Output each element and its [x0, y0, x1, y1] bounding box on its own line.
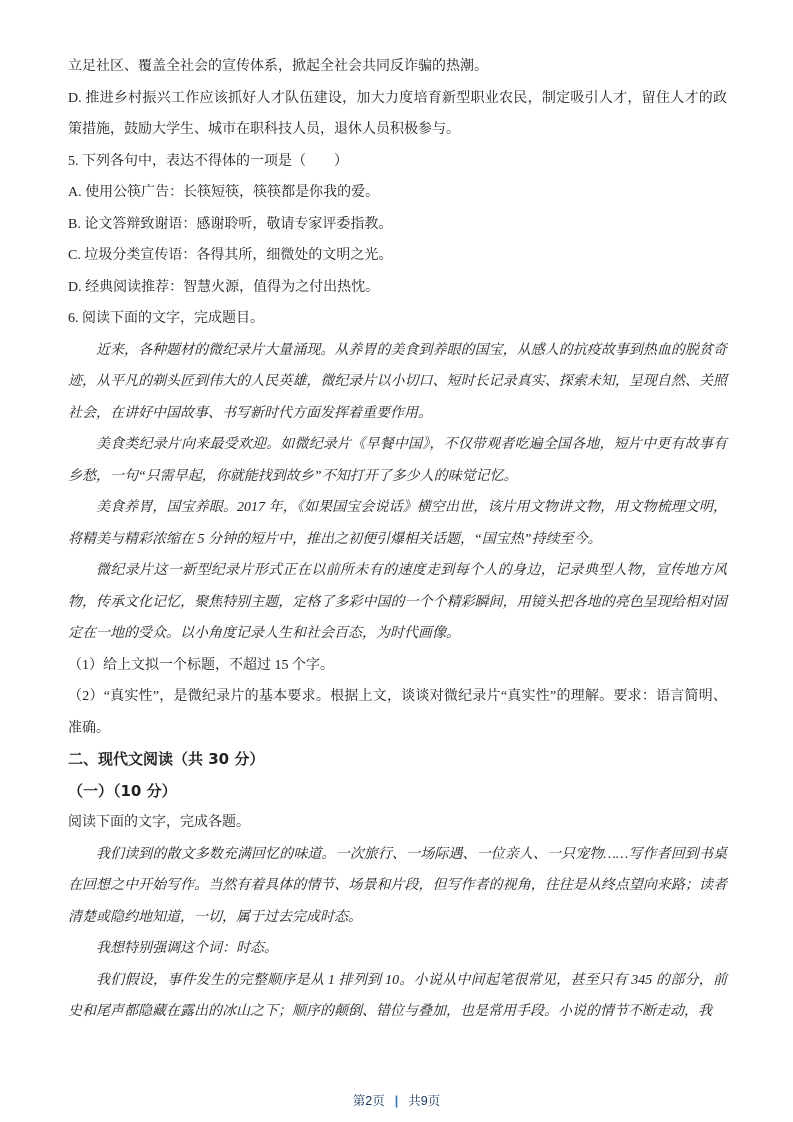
q5-option-b: B. 论文答辩致谢语：感谢聆听，敬请专家评委指教。 [68, 216, 393, 232]
q6-sub-question-1: （1）给上文拟一个标题，不超过 15 个字。 [68, 657, 334, 673]
essay-passage-paragraph-3: 我们假设，事件发生的完整顺序是从 1 排列到 10。小说从中间起笔很常见，甚至只有 345 的部分，前史和尾声都隐藏在露出的冰山之下；顺序的颠倒、错位与叠加，也是常用手段。小说的情节不断走动，我 [68, 972, 727, 1019]
essay-passage-paragraph-2: 我想特别强调这个词：时态。 [96, 941, 278, 956]
q4-option-d-continuation: 立足社区、覆盖全社会的宣传体系，掀起全社会共同反诈骗的热潮。 [68, 59, 488, 74]
essay-passage-paragraph-1: 我们读到的散文多数充满回忆的味道。一次旅行、一场际遇、一位亲人、一只宠物……写作者回到书桌在回想之中开始写作。当然有着具体的情节、场景和片段，但写作者的视角，往往是从终点望向来路；读者清楚或隐约地知道，一切，属于过去完成时态。 [68, 846, 727, 925]
section-2-heading: 二、现代文阅读（共 30 分） [68, 750, 265, 768]
q5-option-d: D. 经典阅读推荐：智慧火源，值得为之付出热忱。 [68, 279, 380, 295]
q6-sub-question-2: （2）“真实性”，是微纪录片的基本要求。根据上文，谈谈对微纪录片“真实性”的理解。要求：语言简明、准确。 [68, 689, 727, 736]
footer-separator: | [394, 1094, 399, 1108]
q4-option-d: D. 推进乡村振兴工作应该抓好人才队伍建设，加大力度培育新型职业农民，制定吸引人才，留住人才的政策措施，鼓励大学生、城市在职科技人员，退休人员积极参与。 [68, 90, 727, 137]
q6-passage-paragraph-2: 美食类纪录片向来最受欢迎。如微纪录片《早餐中国》，不仅带观者吃遍全国各地，短片中更有故事有乡愁，一句“只需早起，你就能找到故乡”不知打开了多少人的味觉记忆。 [68, 437, 727, 484]
reading-instruction: 阅读下面的文字，完成各题。 [68, 815, 250, 830]
current-page-label: 第2页 [352, 1094, 385, 1108]
q6-passage-paragraph-1: 近来，各种题材的微纪录片大量涌现。从养胃的美食到养眼的国宝，从感人的抗疫故事到热血的脱贫奇迹，从平凡的剃头匠到伟大的人民英雄，微纪录片以小切口、短时长记录真实、探索未知，呈现自然、关照社会，在讲好中国故事、书写新时代方面发挥着重要作用。 [68, 342, 727, 421]
q5-option-c: C. 垃圾分类宣传语：各得其所，细微处的文明之光。 [68, 248, 393, 263]
q5-option-a: A. 使用公筷广告：长筷短筷，筷筷都是你我的爱。 [68, 185, 380, 200]
total-pages-label: 共9页 [408, 1094, 441, 1108]
q6-passage-paragraph-4: 微纪录片这一新型纪录片形式正在以前所未有的速度走到每个人的身边，记录典型人物，宣传地方风物，传承文化记忆，聚焦特别主题，定格了多彩中国的一个个精彩瞬间，用镜头把各地的亮色呈现给相对固定在一地的受众。以小角度记录人生和社会百态，为时代画像。 [68, 563, 727, 641]
q6-stem: 6. 阅读下面的文字，完成题目。 [68, 311, 264, 326]
subsection-1-heading: （一）（10 分） [68, 781, 177, 800]
q6-passage-paragraph-3: 美食养胃，国宝养眼。2017 年，《如果国宝会说话》横空出世，该片用文物讲文物，用文物梳理文明，将精美与精彩浓缩在 5 分钟的短片中，推出之初便引爆相关话题，“国宝热”持续至今。 [68, 500, 727, 547]
q5-stem: 5. 下列各句中，表达不得体的一项是（ ） [68, 153, 348, 169]
page-footer [0, 1091, 793, 1109]
page-content [68, 51, 727, 1028]
